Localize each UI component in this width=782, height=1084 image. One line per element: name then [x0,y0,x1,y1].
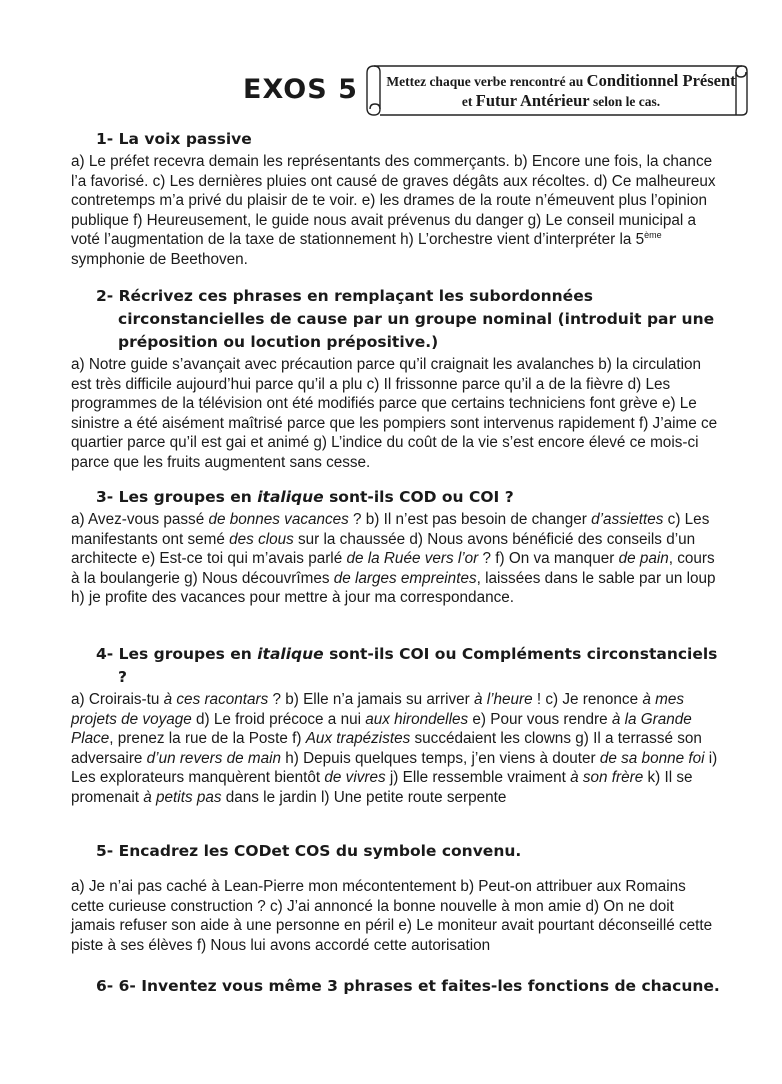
page-title: EXOS 5 [243,74,358,105]
exercise-body: a) Je n’ai pas caché à Lean-Pierre mon mécontentement b) Peut-on attribuer aux Romains cette curieuse construction ? c) J’ai annoncé la bonne nouvelle à mon amie d) On ne doit jamais refuser son aide à une personne en péril e) Le moniteur avait pourtant déconseillé cette piste à ses élèves f) Nous lui avons accordé cette autorisation [71,878,713,954]
exercise-heading: 6- 6- Inventez vous même 3 phrases et faites-les fonctions de chacune. [96,977,720,995]
exercise-heading: 5- Encadrez les CODet COS du symbole convenu. [96,842,522,860]
exercise-body: a) Avez-vous passé de bonnes vacances ? b) Il n’est pas besoin de changer d’assiettes c) Les manifestants ont semé des clous sur la chaussée d) Nous avons bénéficié des conseils d’un architecte e) Est-ce toi qui m’avais parlé de la Ruée vers l’or ? f) On va manquer de pain, cours à la boulangerie g) Nous découvrîmes de larges empreintes, laissées dans le sable par un loup h) je profite des vacances pour mettre à jour ma correspondance. [71,511,716,607]
exercise-body: a) Croirais-tu à ces racontars ? b) Elle n’a jamais su arriver à l’heure ! c) Je renonce à mes projets de voyage d) Le froid précoce a nui aux hirondelles e) Pour vous rendre à la Grande Place, prenez la rue de la Poste f) Aux trapézistes succédaient les clowns g) Il a terrassé son adversaire d’un revers de main h) Depuis quelques temps, j’en viens à douter de sa bonne foi i) Les explorateurs manquèrent bientôt de vivres j) Elle ressemble vraiment à son frère k) Il se promenait à petits pas dans le jardin l) Une petite route serpente [71,691,718,806]
exercise-heading: 2- Récrivez ces phrases en remplaçant les subordonnées circonstancielles de cause par un groupe nominal (introduit par une préposition ou locution prépositive.) [96,287,715,351]
exercise-body: a) Notre guide s’avançait avec précaution parce qu’il craignait les avalanches b) la circulation est très difficile aujourd’hui parce qu’il a plu c) Il frissonne parce qu’il a de la fièvre d) Les programmes de la télévision ont été modifiés parce que certains techniciens font grève e) Le sinistre a été aisément maîtrisé parce que les pompiers sont intervenus rapidement f) J’aime ce quartier parce qu’il est gai et animé g) L’indice du coût de la vie s’est encore élevé ce mois-ci parce que les fruits augmentent sans cesse. [71,356,718,471]
exercise-section-6 [71,975,721,999]
exercise-heading: 4- Les groupes en italique sont-ils COI ou Compléments circonstanciels ? [96,645,718,686]
exercise-section-1 [71,128,721,270]
exercise-heading: 3- Les groupes en italique sont-ils COD ou COI ? [96,488,514,506]
instruction-text: Mettez chaque verbe rencontré au Conditionnel Présent et Futur Antérieur selon le cas. [386,71,736,110]
instruction-scroll-banner [364,60,748,120]
exercise-section-3 [71,486,721,608]
exercise-body: a) Le préfet recevra demain les représentants des commerçants. b) Encore une fois, la chance l’a favorisé. c) Les dernières pluies ont causé de graves dégâts aux récoltes. d) Ce malheureux contretemps m’a privé du plaisir de te voir. e) les drames de la route n’émeuvent plus l’opinion publique f) Heureusement, le guide nous avait prévenus du danger g) Le conseil municipal a voté l’augmentation de la taxe de stationnement h) L’orchestre vient d’interpréter la 5ème symphonie de Beethoven. [71,153,716,268]
exercise-section-2 [71,285,721,473]
exercise-section-4 [71,643,721,808]
exercise-section-5 [71,840,721,955]
exercise-heading: 1- La voix passive [96,130,252,148]
